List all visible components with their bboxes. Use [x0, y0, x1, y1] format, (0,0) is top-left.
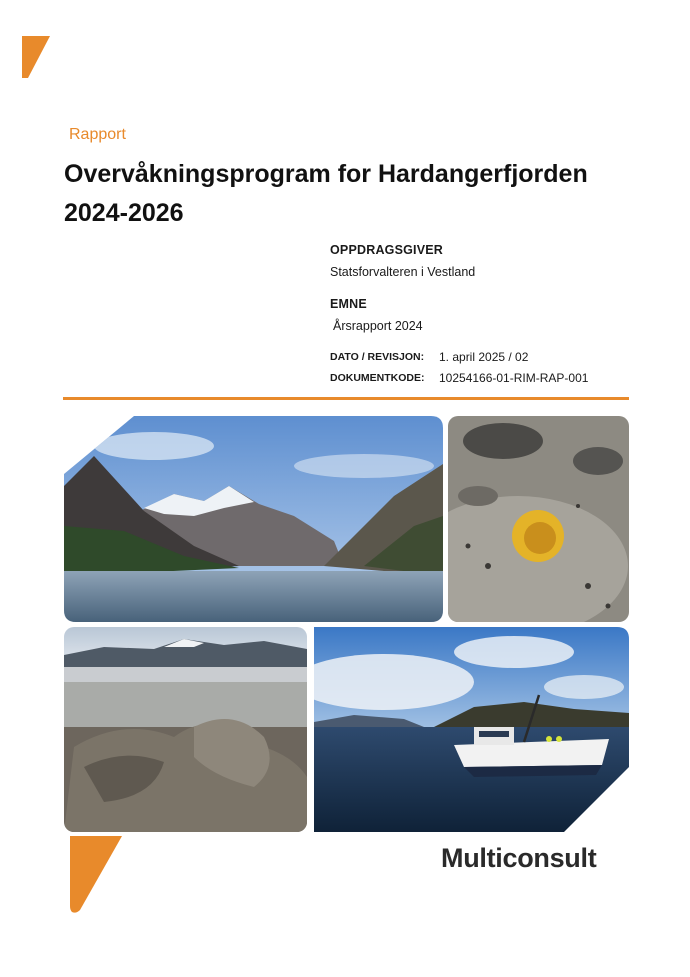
company-logo: Multiconsult — [441, 843, 597, 873]
report-title-line-1: Overvåkningsprogram for Hardangerfjorden — [64, 160, 588, 188]
client-label: OPPDRAGSGIVER — [330, 243, 444, 257]
brand-accent-mark-top — [20, 36, 50, 78]
orange-divider — [63, 397, 629, 400]
fjord-mountains-photo — [64, 416, 443, 622]
subject-label: EMNE — [330, 297, 367, 311]
document-code-label: DOKUMENTKODE: — [330, 372, 425, 384]
document-type: Rapport — [69, 126, 126, 143]
document-code-value: 10254166-01-RIM-RAP-001 — [439, 371, 589, 385]
date-revision-label: DATO / REVISJON: — [330, 351, 425, 363]
report-title-line-2: 2024-2026 — [64, 199, 184, 227]
sediment-sample-photo — [64, 627, 307, 832]
report-title — [64, 155, 654, 233]
date-revision-value: 1. april 2025 / 02 — [439, 350, 529, 364]
sediment-sponge-photo — [448, 416, 629, 622]
brand-accent-mark-bottom — [68, 836, 122, 914]
client-value: Statsforvalteren i Vestland — [330, 265, 476, 279]
survey-boat-photo — [314, 627, 629, 832]
subject-value: Årsrapport 2024 — [333, 319, 423, 333]
